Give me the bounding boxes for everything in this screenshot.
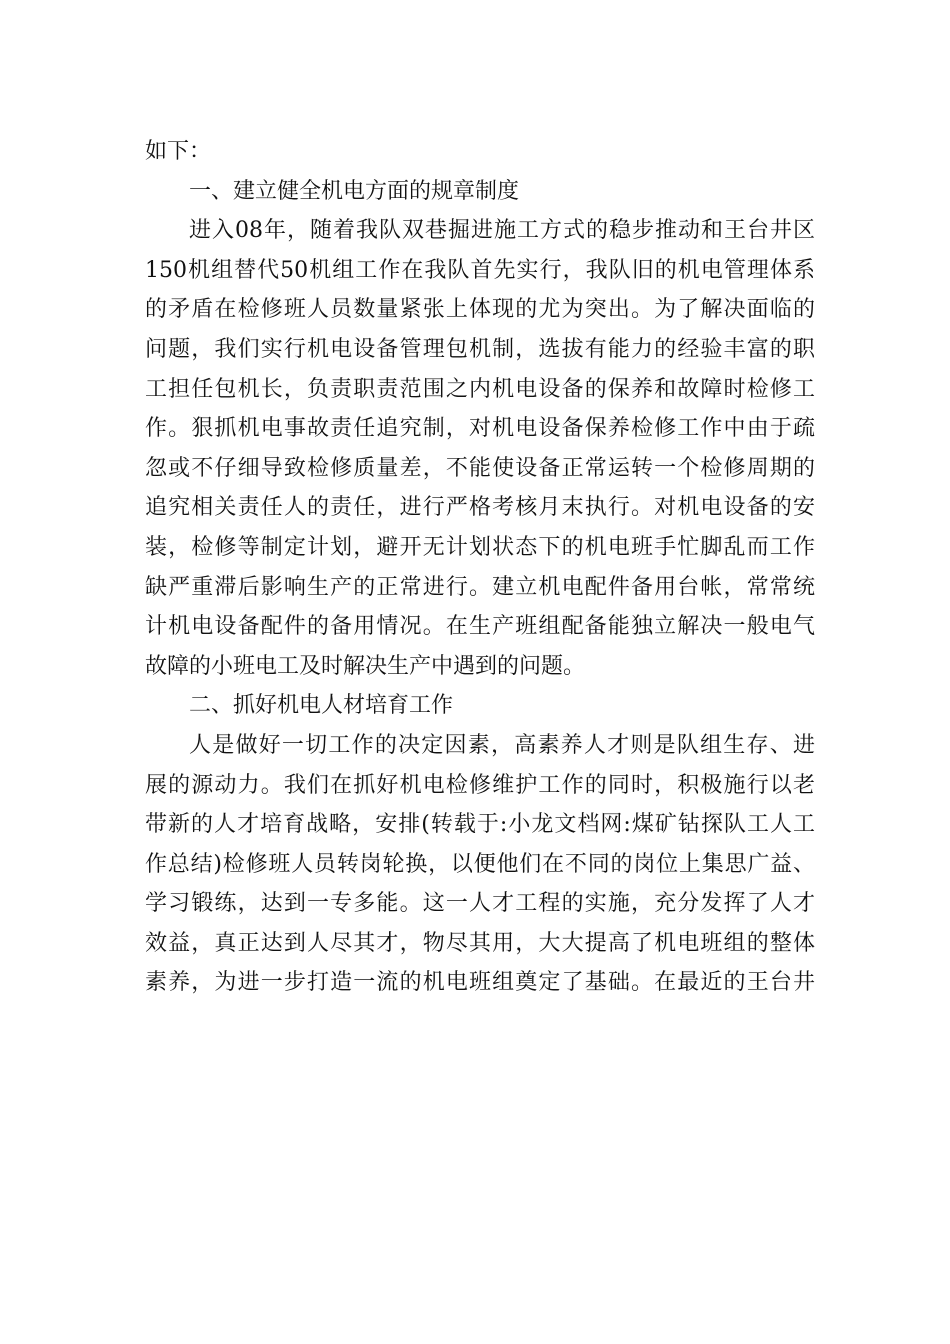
text-line: 如下： bbox=[145, 139, 212, 164]
text-line: 带新的人才培育战略，安排(转载于:小龙文档网:煤矿钻探队工人工 bbox=[145, 812, 815, 838]
text-line: 的矛盾在检修班人员数量紧张上体现的尤为突出。为了解决面临的 bbox=[145, 297, 815, 323]
text-line: 进入08年，随着我队双巷掘进施工方式的稳步推动和王台井区 bbox=[189, 218, 815, 244]
text-line: 追究相关责任人的责任，进行严格考核月末执行。对机电设备的安 bbox=[145, 495, 815, 521]
section-heading: 一、建立健全机电方面的规章制度 bbox=[189, 178, 520, 204]
text-line: 故障的小班电工及时解决生产中遇到的问题。 bbox=[145, 653, 586, 679]
text-line: 人是做好一切工作的决定因素，高素养人才则是队组生存、进 bbox=[189, 732, 815, 758]
text-line: 展的源动力。我们在抓好机电检修维护工作的同时，积极施行以老 bbox=[145, 772, 815, 798]
text-line: 缺严重滞后影响生产的正常进行。建立机电配件备用台帐，常常统 bbox=[145, 574, 815, 600]
text-line: 素养，为进一步打造一流的机电班组奠定了基础。在最近的王台井 bbox=[145, 970, 815, 996]
text-line: 工担任包机长，负责职责范围之内机电设备的保养和故障时检修工 bbox=[145, 376, 815, 402]
section-heading: 二、抓好机电人材培育工作 bbox=[189, 693, 454, 719]
text-line: 忽或不仔细导致检修质量差，不能使设备正常运转一个检修周期的 bbox=[145, 455, 815, 481]
document-body bbox=[145, 132, 815, 1003]
text-line: 装，检修等制定计划，避开无计划状态下的机电班手忙脚乱而工作 bbox=[145, 534, 815, 560]
text-line: 作总结)检修班人员转岗轮换，以便他们在不同的岗位上集思广益、 bbox=[145, 851, 815, 877]
text-line: 问题，我们实行机电设备管理包机制，选拔有能力的经验丰富的职 bbox=[145, 336, 815, 362]
text-line: 作。狠抓机电事故责任追究制，对机电设备保养检修工作中由于疏 bbox=[145, 416, 815, 442]
text-line: 学习锻练，达到一专多能。这一人才工程的实施，充分发挥了人才 bbox=[145, 891, 815, 917]
text-line: 效益，真正达到人尽其才，物尽其用，大大提高了机电班组的整体 bbox=[145, 930, 815, 956]
text-line: 150机组替代50机组工作在我队首先实行，我队旧的机电管理体系 bbox=[145, 257, 815, 283]
text-line: 计机电设备配件的备用情况。在生产班组配备能独立解决一般电气 bbox=[145, 614, 815, 640]
